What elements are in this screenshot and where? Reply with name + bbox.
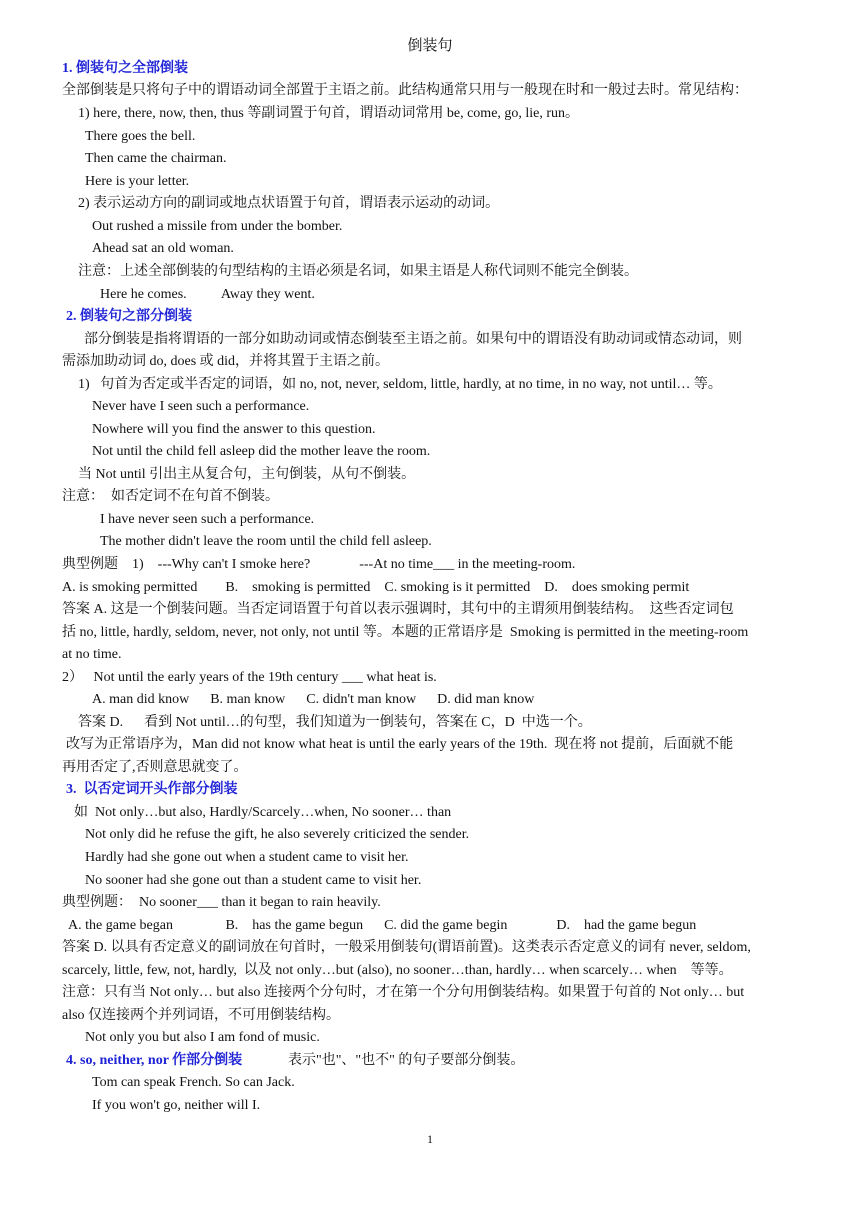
example-line: There goes the bell. bbox=[85, 129, 196, 144]
answer-line: scarcely, little, few, not, hardly, 以及 not only…but (also), no sooner…than, hardly… when scarcely… when 等等。 bbox=[62, 963, 733, 978]
example-line: Not only did he refuse the gift, he also severely criticized the sender. bbox=[85, 827, 470, 842]
note-line: 注意： 如否定词不在句首不倒装。 bbox=[62, 489, 279, 504]
exercise-question: 2） Not until the early years of the 19th century ___ what heat is. bbox=[62, 670, 437, 685]
text-line: 部分倒装是指将谓语的一部分如助动词或情态倒装至主语之前。如果句中的谓语没有助动词或情态动词，则 bbox=[84, 332, 742, 347]
exercise-question: 典型例题 1) ---Why can't I smoke here? ---At no time___ in the meeting-room. bbox=[62, 557, 576, 572]
exercise-options: A. man did know B. man know C. didn't man know D. did man know bbox=[92, 692, 535, 707]
example-line: Ahead sat an old woman. bbox=[92, 241, 234, 256]
example-line: Tom can speak French. So can Jack. bbox=[92, 1075, 295, 1090]
page-number: 1 bbox=[427, 1132, 433, 1146]
example-line: Then came the chairman. bbox=[85, 151, 227, 166]
text-line: 当 Not until 引出主从复合句，主句倒装，从句不倒装。 bbox=[78, 467, 416, 482]
answer-line: 答案 A. 这是一个倒装问题。当否定词语置于句首以表示强调时，其句中的主谓须用倒装结构。 这些否定词包 bbox=[62, 602, 734, 617]
example-line: Nowhere will you find the answer to this question. bbox=[92, 422, 376, 437]
example-line: If you won't go, neither will I. bbox=[92, 1098, 261, 1113]
exercise-question: 典型例题： No sooner___ than it began to rain heavily. bbox=[62, 895, 381, 910]
answer-line: 答案 D. 看到 Not until…的句型，我们知道为一倒装句，答案在 C，D 中选一个。 bbox=[78, 715, 592, 730]
section-heading-3: 3. 以否定词开头作部分倒装 bbox=[66, 782, 238, 797]
text-line: 需添加助动词 do, does 或 did，并将其置于主语之前。 bbox=[62, 354, 390, 369]
example-line: Here is your letter. bbox=[85, 174, 190, 189]
section-heading-4: 4. so, neither, nor 作部分倒装 bbox=[66, 1053, 243, 1068]
text-line: 1) here, there, now, then, thus 等副词置于句首，谓语动词常用 be, come, go, lie, run。 bbox=[78, 106, 580, 121]
answer-line: 括 no, little, hardly, seldom, never, not only, not until 等。本题的正常语序是 Smoking is permitted in the meeting-room bbox=[62, 625, 749, 640]
page-title: 倒装句 bbox=[407, 38, 453, 54]
section-heading-1: 1. 倒装句之全部倒装 bbox=[62, 61, 188, 76]
example-line: Out rushed a missile from under the bomber. bbox=[92, 219, 343, 234]
text-line: 2) 表示运动方向的副词或地点状语置于句首，谓语表示运动的动词。 bbox=[78, 196, 500, 211]
exercise-options: A. is smoking permitted B. smoking is permitted C. smoking is it permitted D. does smoking permit bbox=[62, 580, 690, 595]
answer-line: 答案 D. 以具有否定意义的副词放在句首时，一般采用倒装句(谓语前置)。这类表示否定意义的词有 never, seldom, bbox=[62, 940, 751, 955]
example-line: I have never seen such a performance. bbox=[100, 512, 315, 527]
example-line: Not until the child fell asleep did the mother leave the room. bbox=[92, 444, 431, 459]
example-line: Never have I seen such a performance. bbox=[92, 399, 310, 414]
note-line: also 仅连接两个并列词语，不可用倒装结构。 bbox=[62, 1008, 341, 1023]
section-4-note: 表示"也"、"也不" 的句子要部分倒装。 bbox=[288, 1053, 525, 1068]
text-line: 如 Not only…but also, Hardly/Scarcely…when, No sooner… than bbox=[74, 805, 452, 820]
example-line: No sooner had she gone out than a student came to visit her. bbox=[85, 873, 422, 888]
exercise-options: A. the game began B. has the game begun C. did the game begin D. had the game begun bbox=[68, 918, 697, 933]
example-line: Hardly had she gone out when a student came to visit her. bbox=[85, 850, 409, 865]
note-line: 注意：只有当 Not only… but also 连接两个分句时，才在第一个分句用倒装结构。如果置于句首的 Not only… but bbox=[62, 985, 745, 1000]
section-heading-2: 2. 倒装句之部分倒装 bbox=[66, 309, 192, 324]
example-line: Here he comes. Away they went. bbox=[100, 287, 315, 302]
answer-line: 改写为正常语序为，Man did not know what heat is until the early years of the 19th. 现在将 not 提前，后面就不能 bbox=[66, 737, 734, 752]
text-line: 全部倒装是只将句子中的谓语动词全部置于主语之前。此结构通常只用与一般现在时和一般过去时。常见结构： bbox=[62, 83, 748, 98]
example-line: The mother didn't leave the room until the child fell asleep. bbox=[100, 534, 432, 549]
answer-line: 再用否定了,否则意思就变了。 bbox=[62, 760, 248, 775]
example-line: Not only you but also I am fond of music. bbox=[85, 1030, 320, 1045]
answer-line: at no time. bbox=[62, 647, 122, 662]
note-line: 注意：上述全部倒装的句型结构的主语必须是名词，如果主语是人称代词则不能完全倒装。 bbox=[78, 264, 638, 279]
text-line: 1) 句首为否定或半否定的词语，如 no, not, never, seldom, little, hardly, at no time, in no way, not until… 等。 bbox=[78, 377, 722, 392]
